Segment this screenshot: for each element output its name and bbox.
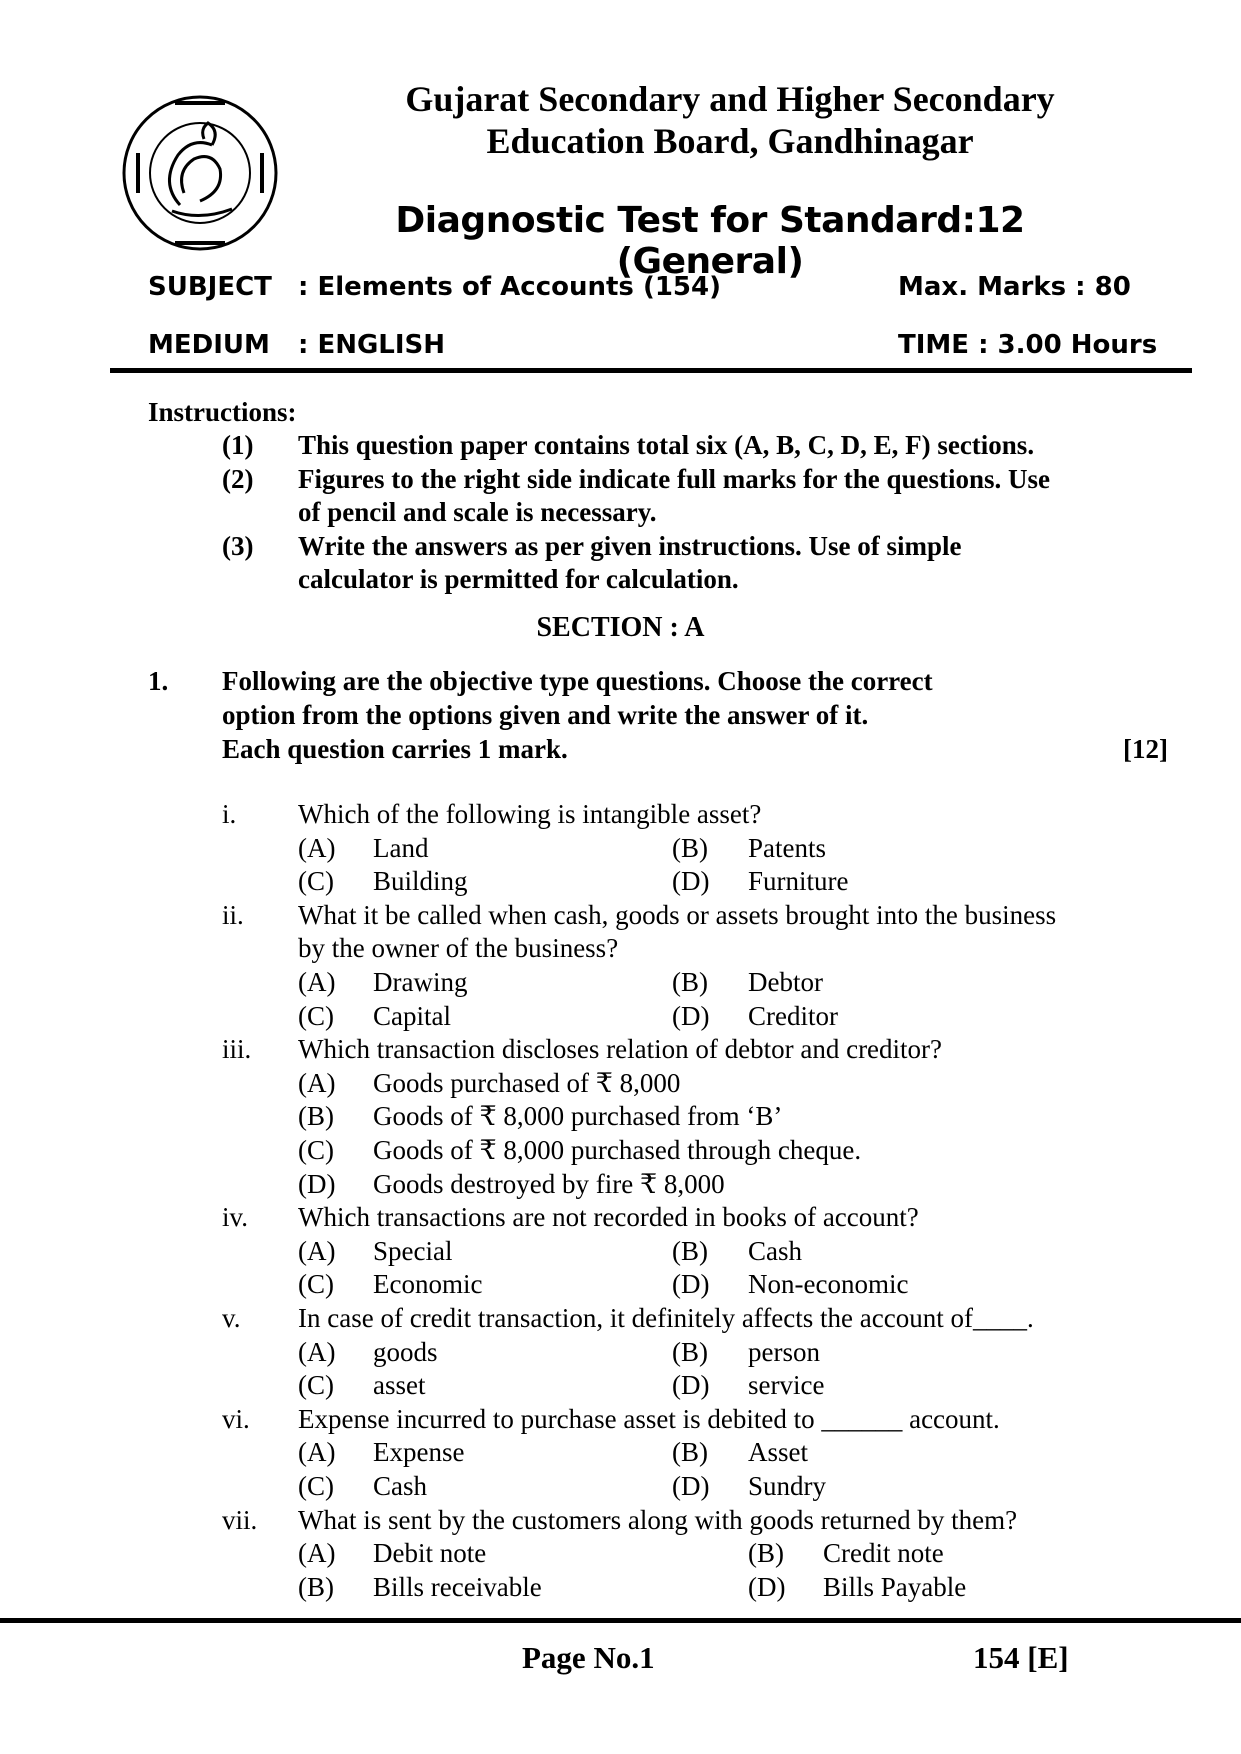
mcq-number: vii. [222, 1505, 258, 1535]
option-text: Goods purchased of ₹ 8,000 [373, 1068, 681, 1098]
instruction-text: calculator is permitted for calculation. [298, 564, 739, 594]
option-letter: (C) [298, 1370, 334, 1400]
mcq-question: Which transactions are not recorded in books of account? [298, 1202, 919, 1232]
option-text: Sundry [748, 1471, 827, 1501]
mcq-question: by the owner of the business? [298, 933, 619, 963]
option-text: Credit note [823, 1538, 944, 1568]
board-name-line1: Gujarat Secondary and Higher Secondary [405, 79, 1055, 119]
option-text: Building [373, 866, 468, 896]
option-text: Economic [373, 1269, 483, 1299]
option-text: Goods of ₹ 8,000 purchased through cheque. [373, 1135, 862, 1165]
instruction-text: This question paper contains total six (A, B, C, D, E, F) sections. [298, 430, 1035, 460]
mcq-number: v. [222, 1303, 241, 1333]
header-divider [110, 368, 1192, 373]
page-number: Page No.1 [522, 1640, 655, 1675]
question-instruction-line: Following are the objective type questions. Choose the correct [222, 666, 933, 696]
mcq-number: iv. [222, 1202, 248, 1232]
option-text: Patents [748, 833, 826, 863]
subject-label: SUBJECT [148, 272, 272, 302]
option-letter: (D) [298, 1169, 336, 1199]
option-text: Asset [748, 1437, 808, 1467]
option-text: Goods destroyed by fire ₹ 8,000 [373, 1169, 725, 1199]
instructions-heading: Instructions: [148, 397, 297, 427]
board-name-line2: Education Board, Gandhinagar [486, 121, 974, 161]
option-text: Bills receivable [373, 1572, 542, 1602]
option-text: service [748, 1370, 825, 1400]
option-letter: (C) [298, 1001, 334, 1031]
option-text: Cash [748, 1236, 802, 1266]
option-letter: (D) [672, 1269, 710, 1299]
option-text: asset [373, 1370, 426, 1400]
option-text: Land [373, 833, 429, 863]
option-letter: (D) [672, 1370, 710, 1400]
subject-value: : Elements of Accounts (154) [298, 272, 721, 302]
mcq-question: What it be called when cash, goods or assets brought into the business [298, 900, 1057, 930]
section-a-title: SECTION : A [536, 612, 705, 643]
instruction-number: (2) [222, 464, 254, 494]
option-text: Goods of ₹ 8,000 purchased from ‘B’ [373, 1101, 783, 1131]
option-text: Bills Payable [823, 1572, 967, 1602]
max-marks: Max. Marks : 80 [898, 272, 1131, 302]
option-letter: (A) [298, 967, 336, 997]
option-text: Debtor [748, 967, 823, 997]
option-text: Debit note [373, 1538, 487, 1568]
mcq-question: Which transaction discloses relation of debtor and creditor? [298, 1034, 943, 1064]
option-text: Non-economic [748, 1269, 909, 1299]
time-allowed: TIME : 3.00 Hours [898, 330, 1158, 360]
option-text: Capital [373, 1001, 451, 1031]
option-text: Special [373, 1236, 453, 1266]
option-letter: (C) [298, 1135, 334, 1165]
instructions-list [0, 429, 1241, 599]
mcq-number: vi. [222, 1404, 250, 1434]
option-letter: (D) [672, 1471, 710, 1501]
option-letter: (B) [672, 1437, 708, 1467]
option-letter: (B) [672, 967, 708, 997]
option-text: goods [373, 1337, 438, 1367]
question-instruction-line: Each question carries 1 mark. [222, 734, 568, 764]
mcq-question: What is sent by the customers along with goods returned by them? [298, 1505, 1018, 1535]
option-letter: (D) [672, 1001, 710, 1031]
mcq-list [0, 798, 1241, 1618]
mcq-number: i. [222, 799, 237, 829]
medium-value: : ENGLISH [298, 330, 446, 360]
instruction-text: Figures to the right side indicate full marks for the questions. Use [298, 464, 1050, 494]
option-letter: (C) [298, 866, 334, 896]
question-marks: [12] [1123, 734, 1168, 764]
option-letter: (B) [672, 1337, 708, 1367]
question-instruction-line: option from the options given and write the answer of it. [222, 700, 869, 730]
option-letter: (A) [298, 833, 336, 863]
option-letter: (D) [748, 1572, 786, 1602]
footer-divider [0, 1618, 1241, 1623]
option-letter: (B) [672, 833, 708, 863]
instruction-text: of pencil and scale is necessary. [298, 497, 657, 527]
option-letter: (D) [672, 866, 710, 896]
instruction-text: Write the answers as per given instructions. Use of simple [298, 531, 962, 561]
option-text: Creditor [748, 1001, 838, 1031]
paper-code: 154 [E] [973, 1640, 1069, 1675]
option-text: Drawing [373, 967, 468, 997]
option-letter: (A) [298, 1236, 336, 1266]
mcq-question: In case of credit transaction, it definitely affects the account of____. [298, 1303, 1034, 1333]
option-letter: (A) [298, 1538, 336, 1568]
option-letter: (B) [298, 1101, 334, 1131]
question-number: 1. [148, 666, 169, 696]
option-letter: (C) [298, 1471, 334, 1501]
option-letter: (A) [298, 1337, 336, 1367]
option-letter: (A) [298, 1437, 336, 1467]
option-letter: (B) [298, 1572, 334, 1602]
instruction-number: (1) [222, 430, 254, 460]
mcq-number: ii. [222, 900, 244, 930]
instruction-number: (3) [222, 531, 254, 561]
board-seal-logo [120, 93, 280, 253]
test-title: Diagnostic Test for Standard:12 (General) [395, 200, 1025, 282]
option-letter: (B) [672, 1236, 708, 1266]
option-text: Expense [373, 1437, 465, 1467]
option-text: Furniture [748, 866, 849, 896]
option-letter: (C) [298, 1269, 334, 1299]
option-text: Cash [373, 1471, 427, 1501]
option-letter: (A) [298, 1068, 336, 1098]
option-letter: (B) [748, 1538, 784, 1568]
mcq-number: iii. [222, 1034, 252, 1064]
mcq-question: Expense incurred to purchase asset is debited to ______ account. [298, 1404, 1000, 1434]
mcq-question: Which of the following is intangible asset? [298, 799, 762, 829]
option-text: person [748, 1337, 820, 1367]
medium-label: MEDIUM [148, 330, 270, 360]
